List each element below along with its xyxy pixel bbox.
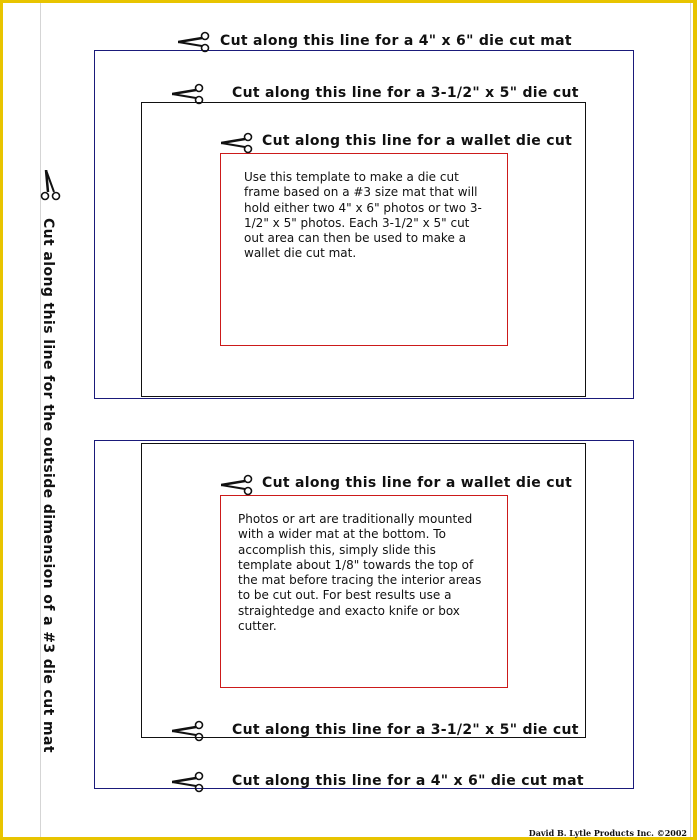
cut-label-top-4x6: Cut along this line for a 4" x 6" die cut mat [220,33,572,49]
top-instructions: Use this template to make a die cut frame based on a #3 size mat that will hold either two 4" x 6" photos or two 3-1/2" x 5" photos. Each 3-1/2" x 5" cut out area can then be used to make a wallet die cut mat. [244,170,482,261]
cut-label-top-3x5: Cut along this line for a 3-1/2" x 5" die cut [232,85,579,101]
cut-label-outside: Cut along this line for the outside dimension of a #3 die cut mat [40,218,56,753]
right-guide-line [690,3,691,837]
scissors-icon [172,771,206,793]
copyright-credit: David B. Lytle Products Inc. ©2002 [528,828,687,838]
scissors-icon [221,132,255,154]
cut-label-bottom-wallet: Cut along this line for a wallet die cut [262,475,573,491]
scissors-icon [172,720,206,742]
scissors-icon [172,83,206,105]
cut-label-bottom-3x5: Cut along this line for a 3-1/2" x 5" die cut [232,722,579,738]
bottom-instructions: Photos or art are traditionally mounted with a wider mat at the bottom. To accomplish this, simply slide this template about 1/8" towards the top of the mat before tracing the interior areas to be cut out. For best results use a straightedge and exacto knife or box cutter. [238,512,482,634]
scissors-icon [178,31,212,53]
cut-label-bottom-4x6: Cut along this line for a 4" x 6" die cut mat [232,773,584,789]
cut-label-top-wallet: Cut along this line for a wallet die cut [262,133,573,149]
scissors-icon [221,474,255,496]
scissors-icon [38,170,62,202]
